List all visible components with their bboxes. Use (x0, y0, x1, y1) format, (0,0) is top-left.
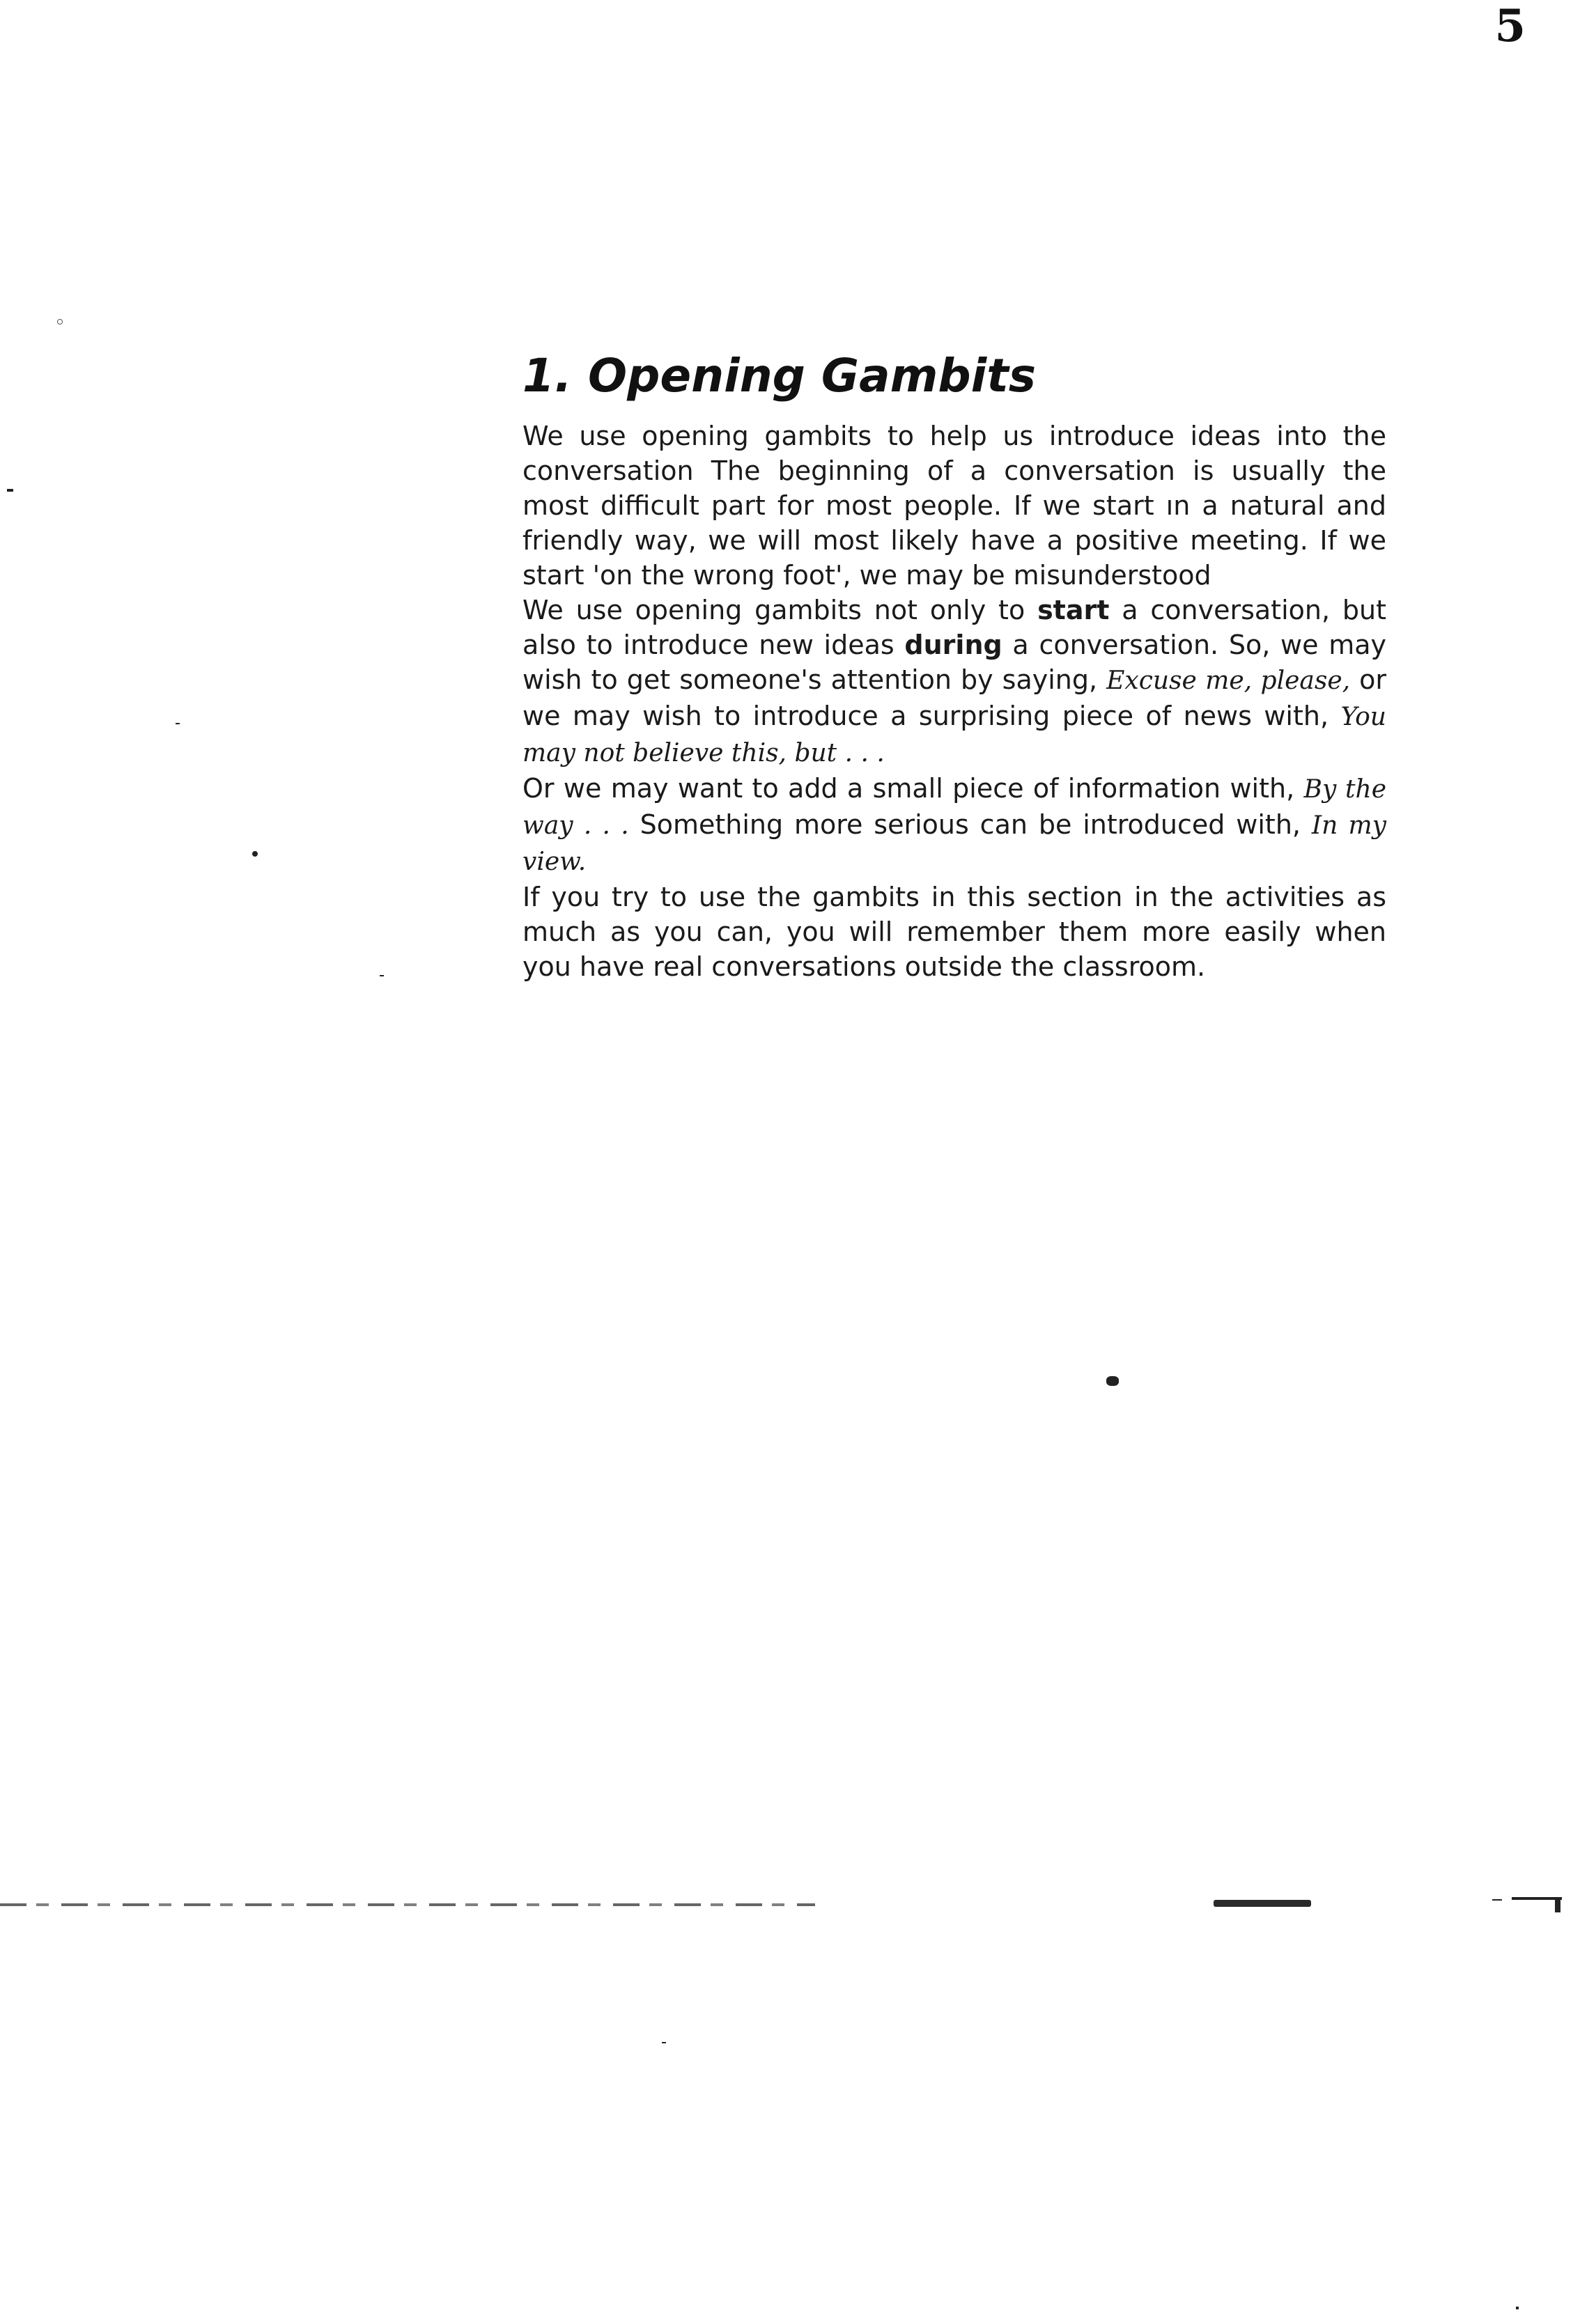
scan-speck (1516, 2307, 1519, 2309)
paragraph-4-text: If you try to use the gambits in this section in the activities as much as you can, you will remember them more easily when you have real conversations outside the classroom. (522, 882, 1386, 983)
scan-speck (252, 851, 258, 857)
paragraph-2-text-a: We use opening gambits not only to (522, 595, 1038, 626)
paragraph-3-text-a: Or we may want to add a small piece of information with, (522, 773, 1304, 804)
scan-speck (1555, 1897, 1560, 1912)
paragraph-2-text-c: a conversation. So, we may wish to get someone's attention by saying, (522, 630, 1386, 696)
scan-speck (1492, 1899, 1502, 1901)
paragraph-1 (522, 419, 1386, 593)
gambit-example-in-my-view: In my view. (522, 811, 1387, 877)
scan-speck (57, 319, 63, 325)
paragraph-3-text-b: Something more serious can be introduced with, (628, 809, 1312, 841)
gambit-example-you-may-not-believe: You may not believe this, but . . . (522, 703, 1386, 768)
scan-blob (1214, 1900, 1311, 1907)
gambit-example-by-the-way: By the way . . . (522, 775, 1386, 841)
paragraph-2-text-b: a conversation, but also to introduce new ideas (522, 595, 1386, 661)
paragraph-3 (522, 771, 1386, 880)
paragraph-2-text-d: or we may wish to introduce a surprising piece of news with, (522, 664, 1387, 732)
paragraph-1-text: We use opening gambits to help us introduce ideas into the conversation The beginning of a conversation is usually the most difficult part for most people. If we start ın a natural and friendly way, we will most likely have a positive meeting. If we start 'on the wrong foot', we may be misunderstood (522, 421, 1386, 591)
scan-speck (662, 2042, 666, 2043)
scan-speck (7, 489, 13, 492)
scan-speck (380, 975, 384, 976)
paragraph-2 (522, 593, 1386, 771)
scan-speck (176, 723, 180, 724)
gambit-example-excuse-me: Excuse me, please, (1106, 666, 1351, 696)
article (522, 348, 1386, 984)
emphasis-during: during (904, 630, 1002, 661)
paragraph-4 (522, 880, 1386, 984)
emphasis-start: start (1037, 595, 1110, 626)
scan-line (0, 1903, 815, 1906)
page-number: 5 (1494, 0, 1526, 52)
section-title: 1. Opening Gambits (522, 349, 1037, 403)
scan-speck (1106, 1376, 1119, 1386)
